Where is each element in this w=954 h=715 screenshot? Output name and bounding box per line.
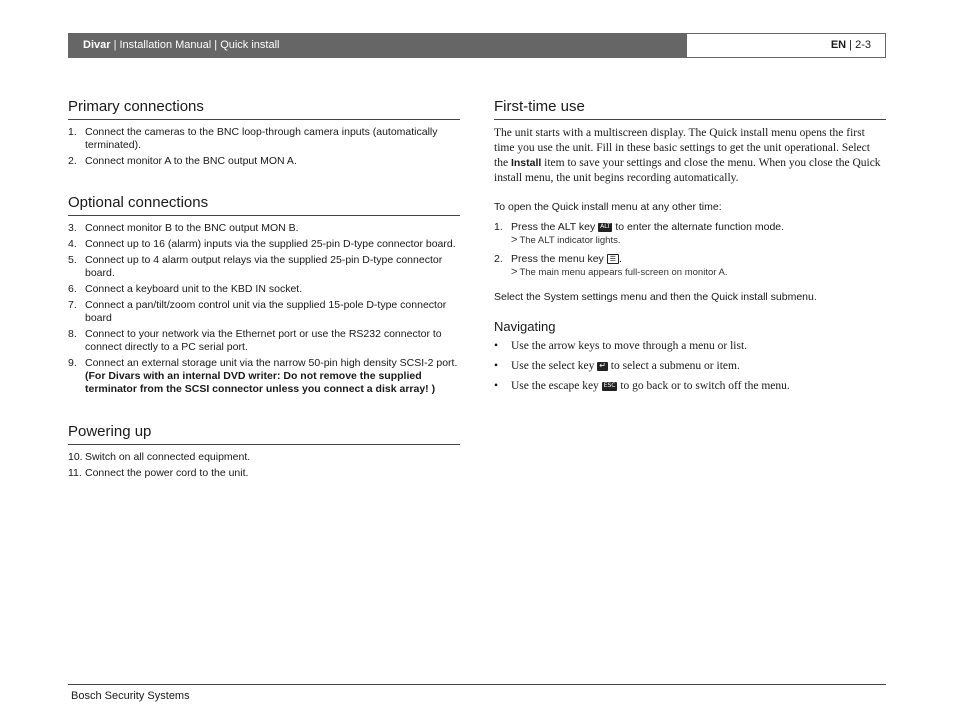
scsi-warning: (For Divars with an internal DVD writer: Do not remove the supplied terminator from the SCSI connector unless you connect a disk array! ) [85, 370, 436, 395]
result-text: The main menu appears full-screen on monitor A. [519, 267, 728, 278]
list-item [68, 467, 460, 480]
escape-key-icon: ESC [603, 381, 616, 389]
list-item [494, 379, 886, 394]
step-number: 2. [494, 253, 503, 265]
step-text: to enter the alternate function mode. [612, 221, 785, 233]
step-text: Connect monitor B to the BNC output MON B. [85, 222, 299, 234]
left-column [68, 97, 460, 483]
primary-connections-title: Primary connections [68, 97, 460, 120]
list-item [68, 357, 460, 396]
open-menu-text: To open the Quick install menu at any other time: [494, 201, 722, 213]
step-number: 10. [68, 451, 83, 463]
bullet: • [494, 360, 499, 372]
header-brand: Divar [83, 39, 111, 51]
list-item [494, 253, 886, 279]
step-number: 8. [68, 328, 77, 340]
step-text: Connect monitor A to the BNC output MON A. [85, 155, 297, 167]
list-item [68, 254, 460, 280]
header-lang: EN [830, 39, 847, 51]
step-number: 1. [494, 221, 503, 233]
nav-text: to go back or to switch off the menu. [617, 380, 790, 392]
step-number: 7. [68, 299, 77, 311]
right-column [494, 97, 886, 399]
result-text: The ALT indicator lights. [519, 235, 621, 246]
list-item [68, 222, 460, 235]
install-item-name: Install [510, 157, 542, 169]
optional-connections-title: Optional connections [68, 193, 460, 216]
step-text: Connect a keyboard unit to the KBD IN socket. [85, 283, 303, 295]
header-breadcrumb: | Installation Manual | Quick install [110, 39, 280, 51]
first-time-use-title: First-time use [494, 97, 886, 120]
step-text: Connect to your network via the Ethernet port or use the RS232 connector to connect directly to a PC serial port. [85, 328, 442, 353]
primary-connections-list [68, 126, 460, 168]
list-item [494, 359, 886, 374]
step-number: 11. [68, 467, 82, 479]
step-text: Connect up to 16 (alarm) inputs via the supplied 25-pin D-type connector board. [85, 238, 456, 250]
result-arrow-icon: > [511, 266, 518, 278]
header-page-box [686, 33, 886, 58]
select-submenu-text: Select the System settings menu and then the Quick install submenu. [494, 291, 817, 303]
step-text: . [619, 253, 622, 265]
list-item [68, 155, 460, 168]
optional-connections-list [68, 222, 460, 396]
step-number: 5. [68, 254, 77, 266]
step-number: 3. [68, 222, 77, 234]
step-result [511, 234, 886, 247]
step-number: 6. [68, 283, 77, 295]
nav-text: Use the select key [511, 360, 598, 372]
step-text: Connect up to 4 alarm output relays via the supplied 25-pin D-type connector board. [85, 254, 443, 279]
step-text: Press the menu key [511, 253, 607, 265]
step-text: Connect a pan/tilt/zoom control unit via the supplied 15-pole D-type connector board [85, 299, 447, 324]
menu-key-icon: ☰ [607, 254, 619, 264]
list-item [68, 238, 460, 251]
select-key-icon: ↵ [599, 360, 606, 370]
footer-divider [68, 684, 886, 685]
nav-text: Use the arrow keys to move through a menu or list. [511, 340, 748, 352]
step-text: Connect the power cord to the unit. [85, 467, 249, 479]
list-item [68, 126, 460, 152]
alt-key-icon: ALT [600, 222, 611, 230]
step-text: Switch on all connected equipment. [85, 451, 251, 463]
open-menu-steps [494, 221, 886, 279]
result-arrow-icon: > [511, 234, 518, 246]
powering-up-title: Powering up [68, 422, 460, 445]
list-item [494, 339, 886, 354]
step-number: 2. [68, 155, 77, 167]
list-item [494, 221, 886, 247]
bullet: • [494, 380, 499, 392]
step-number: 1. [68, 126, 77, 138]
step-number: 9. [68, 357, 77, 369]
header-breadcrumb-bar [68, 33, 686, 58]
list-item [68, 451, 460, 464]
header-page-number: | 2-3 [846, 39, 871, 51]
nav-text: to select a submenu or item. [607, 360, 740, 372]
list-item [68, 299, 460, 325]
list-item [68, 283, 460, 296]
navigating-title: Navigating [494, 319, 556, 334]
step-text: Connect an external storage unit via the narrow 50-pin high density SCSI-2 port. [85, 357, 458, 369]
nav-text: Use the escape key [511, 380, 602, 392]
intro-text: The unit starts with a multiscreen display. The Quick install menu opens the first time you use the unit. Fill in these basic settings to get the unit operational. Select the [494, 127, 870, 169]
list-item [68, 328, 460, 354]
step-result [511, 266, 886, 279]
navigating-list [494, 339, 886, 394]
step-number: 4. [68, 238, 77, 250]
step-text: Press the ALT key [511, 221, 599, 233]
bullet: • [494, 340, 499, 352]
footer-company: Bosch Security Systems [71, 690, 190, 702]
first-time-intro [494, 126, 886, 186]
intro-text: item to save your settings and close the menu. When you close the Quick install menu, the unit begins recording automatically. [494, 157, 881, 184]
powering-up-list [68, 451, 460, 480]
step-text: Connect the cameras to the BNC loop-through camera inputs (automatically terminated). [85, 126, 438, 151]
